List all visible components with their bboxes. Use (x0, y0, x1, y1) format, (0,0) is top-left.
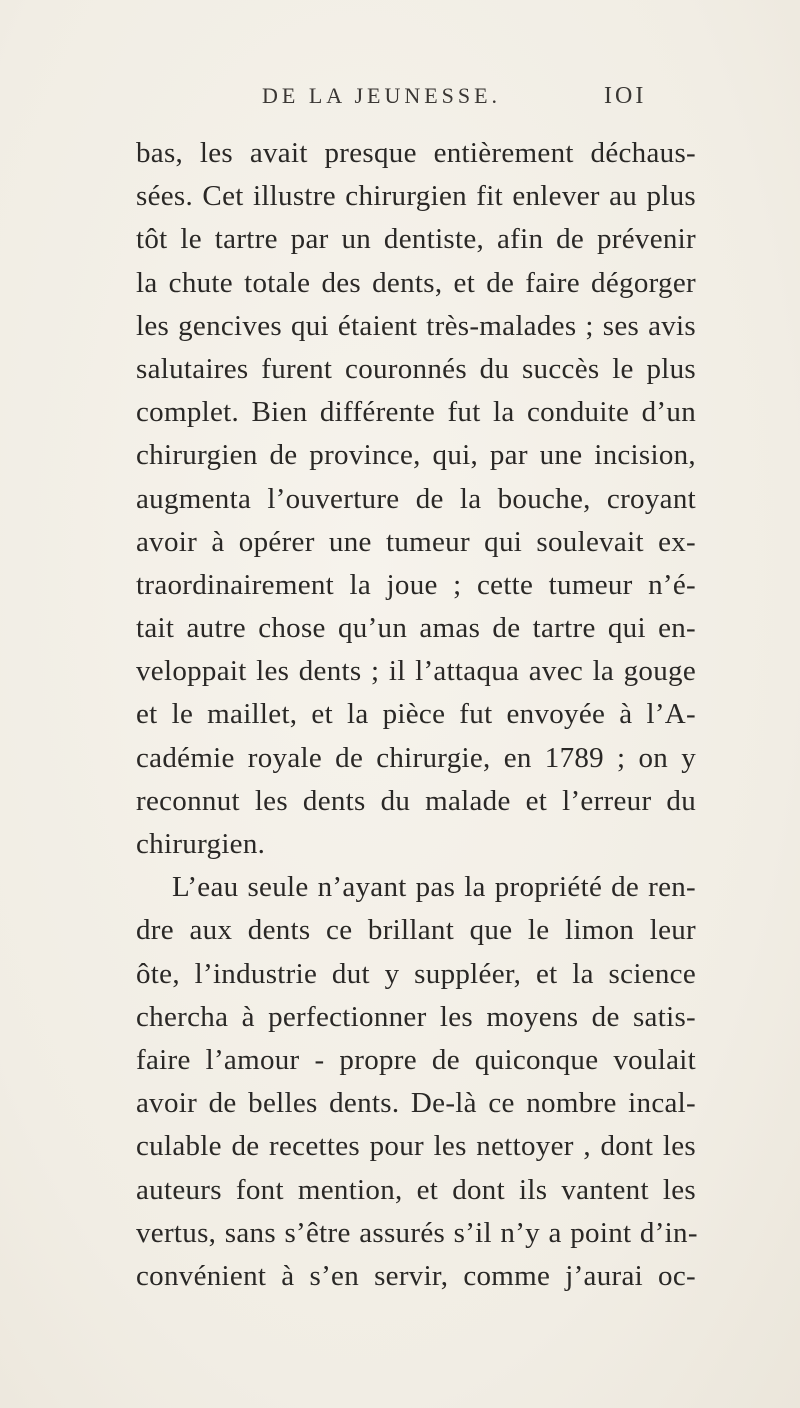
page-number: IOI (604, 83, 647, 109)
text-line: avoir de belles dents. De-là ce nombre incal- (136, 1087, 696, 1120)
text-line: tôt le tartre par un dentiste, afin de prévenir (136, 223, 696, 256)
paragraph-start-line: L’eau seule n’ayant pas la propriété de ren- (172, 871, 696, 904)
text-line: cadémie royale de chirurgie, en 1789 ; on y (136, 741, 696, 774)
text-line: culable de recettes pour les nettoyer , dont les (136, 1130, 696, 1163)
paragraph-end-line: chirurgien. (136, 828, 266, 860)
text-line: chirurgien de province, qui, par une incision, (136, 439, 696, 472)
running-head (0, 78, 800, 114)
text-line: faire l’amour - propre de quiconque voulait (136, 1043, 696, 1076)
text-line: la chute totale des dents, et de faire dégorger (136, 266, 696, 299)
text-line: avoir à opérer une tumeur qui soulevait ex- (136, 525, 696, 558)
text-line: traordinairement la joue ; cette tumeur n’é- (136, 568, 696, 601)
text-line: augmenta l’ouverture de la bouche, croyant (136, 482, 696, 515)
text-line: et le maillet, et la pièce fut envoyée à l’A- (136, 698, 696, 731)
running-title: DE LA JEUNESSE. (262, 83, 502, 108)
text-line: veloppait les dents ; il l’attaqua avec la gouge (136, 655, 696, 688)
text-line: tait autre chose qu’un amas de tartre qui en- (136, 612, 696, 645)
text-line: vertus, sans s’être assurés s’il n’y a point d’in- (136, 1216, 698, 1249)
text-line: sées. Cet illustre chirurgien fit enlever au plus (136, 180, 696, 213)
text-line: chercha à perfectionner les moyens de satis- (136, 1000, 696, 1033)
text-line: salutaires furent couronnés du succès le plus (136, 352, 696, 385)
text-line: ôte, l’industrie dut y suppléer, et la science (136, 957, 696, 990)
text-line: complet. Bien différente fut la conduite d’un (136, 396, 696, 429)
text-line: dre aux dents ce brillant que le limon leur (136, 914, 696, 947)
body-text (136, 132, 696, 1298)
text-line: auteurs font mention, et dont ils vantent les (136, 1173, 696, 1206)
text-line: convénient à s’en servir, comme j’aurai oc- (136, 1259, 696, 1292)
text-line: reconnut les dents du malade et l’erreur du (136, 784, 696, 817)
text-line: les gencives qui étaient très-malades ; ses avis (136, 309, 696, 342)
text-line: bas, les avait presque entièrement déchaus- (136, 137, 696, 169)
